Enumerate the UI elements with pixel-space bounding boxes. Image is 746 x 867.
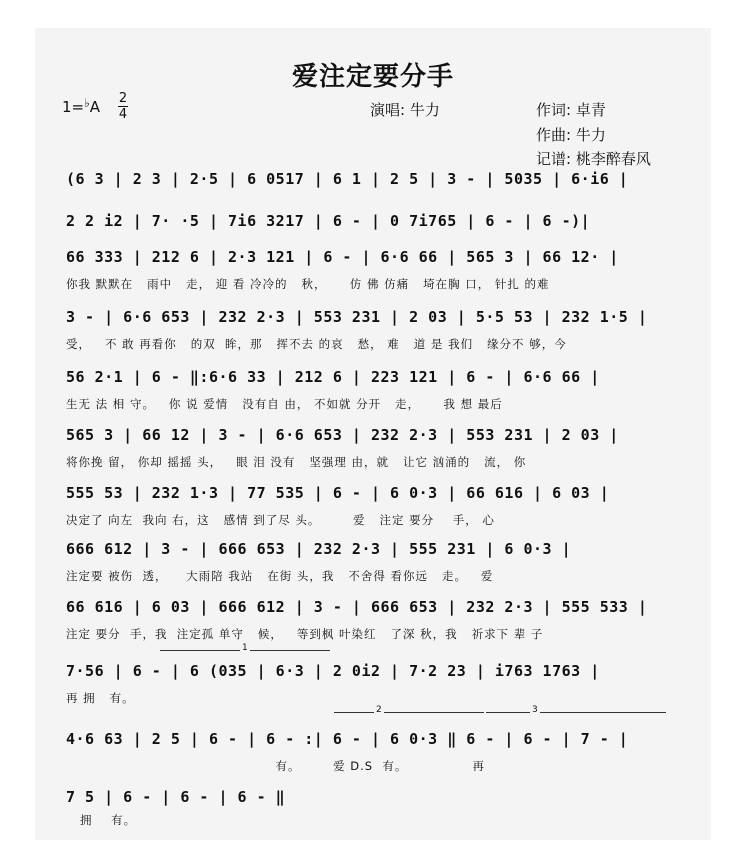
- lyric-row-7: 决定了 向左 我向 右，这 感情 到了尽 头。 爱 注定 要分 手， 心: [66, 513, 495, 527]
- time-signature: [118, 92, 128, 121]
- notation-row-12: 7 5 | 6 - | 6 - | 6 - ‖: [66, 788, 286, 806]
- singer-credit: 演唱: 牛力: [370, 101, 440, 119]
- volta-label-2: 2: [376, 705, 382, 715]
- lyricist-credit: 作词: 卓青: [536, 101, 606, 119]
- notation-row-5: 56 2·1 | 6 - ‖:6·6 33 | 212 6 | 223 121 | 6 - | 6·6 66 |: [66, 368, 600, 386]
- notation-row-10: 7·56 | 6 - | 6 (035 | 6·3 | 2 0i2 | 7·2 23 | i763 1763 |: [66, 662, 600, 680]
- notation-row-7: 555 53 | 232 1·3 | 77 535 | 6 - | 6 0·3 | 66 616 | 6 03 |: [66, 484, 610, 502]
- notation-row-2: 2 2 i2 | 7· ·5 | 7i6 3217 | 6 - | 0 7i765 | 6 - | 6 -)|: [66, 212, 591, 230]
- volta-label-1: 1: [242, 643, 248, 653]
- notation-row-6: 565 3 | 66 12 | 3 - | 6·6 653 | 232 2·3 | 553 231 | 2 03 |: [66, 426, 619, 444]
- lyric-row-12: 拥 有。: [66, 813, 137, 827]
- key-signature: [62, 98, 100, 116]
- notation-row-11: 4·6 63 | 2 5 | 6 - | 6 - :| 6 - | 6 0·3 ‖ 6 - | 6 - | 7 - |: [66, 730, 629, 748]
- notation-row-3: 66 333 | 212 6 | 2·3 121 | 6 - | 6·6 66 | 565 3 | 66 12· |: [66, 248, 619, 266]
- notation-row-9: 66 616 | 6 03 | 666 612 | 3 - | 666 653 | 232 2·3 | 555 533 |: [66, 598, 648, 616]
- lyric-row-10: 再 拥 有。: [66, 691, 135, 705]
- lyric-row-3: 你我 默默在 雨中 走， 迎 看 冷冷的 秋， 仿 佛 仿痛 埼在胸 口， 针扎 的难: [66, 277, 550, 291]
- composer-credit: 作曲: 牛力: [536, 126, 606, 144]
- time-sig-bottom: 4: [118, 107, 128, 122]
- notation-row-1: (6 3 | 2 3 | 2·5 | 6 0517 | 6 1 | 2 5 | 3 - | 5035 | 6·i6 |: [66, 170, 629, 188]
- lyric-row-9: 注定 要分 手，我 注定孤 单守 候， 等到枫 叶染红 了深 秋，我 祈求下 辈 子: [66, 627, 544, 641]
- lyric-row-4: 受， 不 敢 再看你 的双 眸，那 挥不去 的哀 愁， 难 道 是 我们 缘分不 够，今: [66, 337, 567, 351]
- time-sig-top: 2: [118, 91, 128, 106]
- transcriber-credit: 记谱: 桃李醉春风: [536, 150, 651, 168]
- volta-label-3: 3: [532, 705, 538, 715]
- key-note: A: [89, 98, 101, 116]
- lyric-row-5: 生无 法 相 守。 你 说 爱情 没有自 由， 不如就 分开 走， 我 想 最后: [66, 397, 503, 411]
- notation-row-4: 3 - | 6·6 653 | 232 2·3 | 553 231 | 2 03 | 5·5 53 | 232 1·5 |: [66, 308, 648, 326]
- lyric-row-8: 注定要 被伤 透， 大雨陪 我站 在街 头，我 不舍得 看你远 走。 爱: [66, 569, 494, 583]
- flat-sign: ♭: [84, 96, 90, 110]
- key-prefix: 1=: [62, 98, 85, 116]
- lyric-row-11: 有。 爱 D.S 有。 再: [66, 759, 486, 773]
- song-title: 爱注定要分手: [291, 62, 454, 92]
- lyric-row-6: 将你挽 留， 你却 摇摇 头， 眼 泪 没有 坚强理 由，就 让它 汹涌的 流， 你: [66, 455, 527, 469]
- notation-row-8: 666 612 | 3 - | 666 653 | 232 2·3 | 555 231 | 6 0·3 |: [66, 540, 572, 558]
